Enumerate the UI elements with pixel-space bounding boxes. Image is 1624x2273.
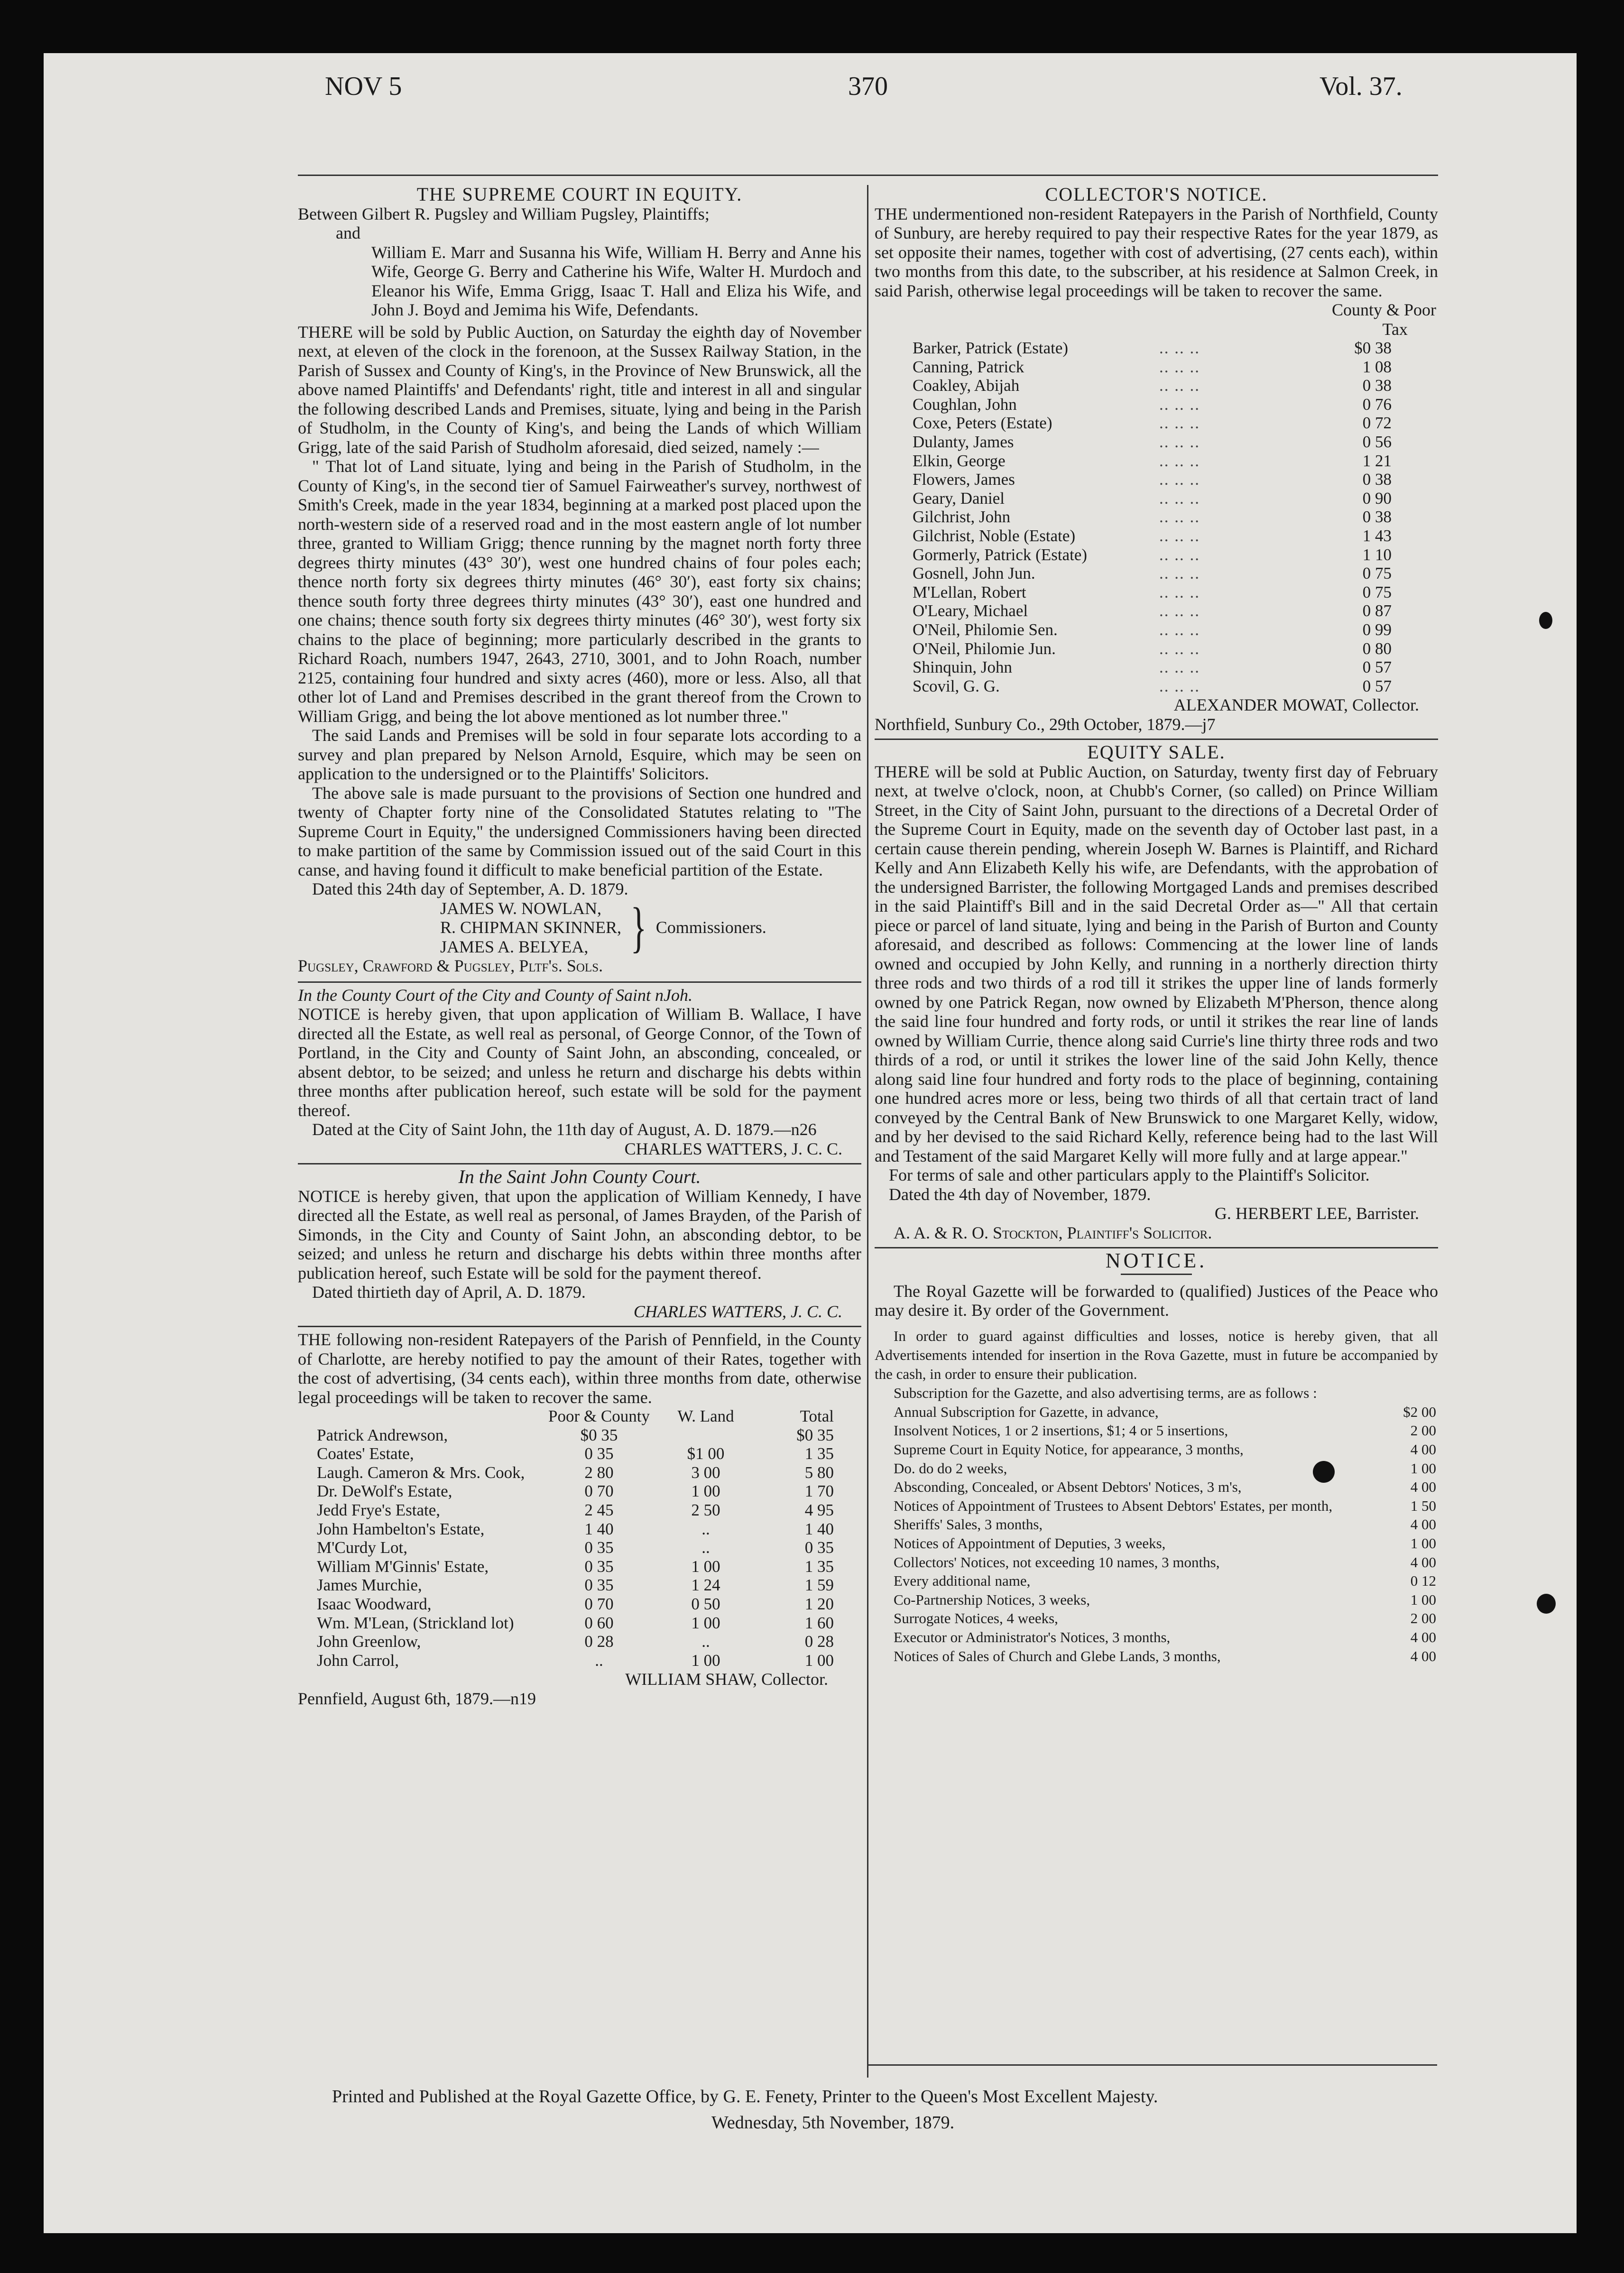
total-amount: 4 95 bbox=[804, 1500, 834, 1519]
section-rule bbox=[875, 739, 1438, 740]
poor-county-amount: 0 35 bbox=[584, 1576, 614, 1595]
tax-amount: 0 56 bbox=[1362, 432, 1392, 451]
ratepayer-name: O'Neil, Philomie Sen. bbox=[913, 620, 1058, 639]
leader-dots: .. .. .. bbox=[1159, 564, 1200, 583]
rate-price: 4 00 bbox=[1410, 1516, 1436, 1533]
table-row bbox=[317, 1520, 843, 1539]
equity-sale-title: EQUITY SALE. bbox=[1087, 741, 1226, 763]
ratepayer-name: James Murchie, bbox=[317, 1576, 422, 1595]
total-amount: 1 59 bbox=[804, 1576, 834, 1595]
ink-blot bbox=[1313, 1461, 1335, 1483]
ink-blot bbox=[1537, 1594, 1556, 1614]
rate-price: 1 00 bbox=[1410, 1591, 1436, 1608]
tax-amount: $0 38 bbox=[1354, 339, 1392, 357]
supreme-court-para-1: THERE will be sold by Public Auction, on Saturday the eighth day of November next, at eleven of the clock in the forenoon, at the Sussex Railway Station, in the Parish of Sussex and County of King's, in the Province of New Brunswick, all the above named Plaintiffs' and Defendants' right, title and interest in all and singular the following described Lands and Premises, situate, lying and being in the Parish of Studholm, in the County of King's, and being the Lands of which William Grigg, late of the said Parish of Studholm aforesaid, died seized, namely :— bbox=[298, 322, 861, 457]
tax-amount: 0 90 bbox=[1362, 489, 1392, 508]
printer-footer: Printed and Published at the Royal Gazette Office, by G. E. Fenety, Printer to the Queen's Most Excellent Majesty. bbox=[332, 2087, 1158, 2107]
ratepayer-name: John Hambelton's Estate, bbox=[317, 1519, 485, 1538]
county-court-signature: CHARLES WATTERS, J. C. C. bbox=[624, 1139, 842, 1158]
equity-sale-barrister: G. HERBERT LEE, Barrister. bbox=[1214, 1204, 1419, 1223]
section-rule bbox=[875, 1247, 1438, 1248]
rate-row bbox=[894, 1403, 1438, 1422]
rate-row bbox=[894, 1628, 1438, 1647]
ratepayer-name: O'Leary, Michael bbox=[913, 601, 1028, 620]
rate-price: 4 00 bbox=[1410, 1553, 1436, 1571]
equity-sale-terms: For terms of sale and other particulars apply to the Plaintiff's Solicitor. bbox=[889, 1165, 1370, 1185]
ratepayer-name: Gosnell, John Jun. bbox=[913, 564, 1035, 583]
wland-amount: $1 00 bbox=[687, 1444, 725, 1463]
rate-row bbox=[894, 1421, 1438, 1440]
poor-county-amount: .. bbox=[595, 1651, 603, 1670]
saint-john-court-dated: Dated thirtieth day of April, A. D. 1879. bbox=[312, 1283, 586, 1302]
tax-amount: 0 99 bbox=[1362, 620, 1392, 639]
notice-para-3: Subscription for the Gazette, and also advertising terms, are as follows : bbox=[894, 1384, 1317, 1401]
rate-row bbox=[894, 1478, 1438, 1497]
right-column bbox=[875, 185, 1438, 1665]
supreme-court-dated: Dated this 24th day of September, A. D. 1879. bbox=[312, 879, 628, 898]
leader-dots: .. .. .. bbox=[1159, 676, 1200, 695]
rate-label: Insolvent Notices, 1 or 2 insertions, $1; 4 or 5 insertions, bbox=[894, 1422, 1228, 1439]
saint-john-court-signature: CHARLES WATTERS, J. C. C. bbox=[633, 1302, 842, 1321]
supreme-court-para-2: " That lot of Land situate, lying and being in the Parish of Studholm, in the County of King's, in the second tier of Samuel Fairweather's survey, northwest of Smith's Creek, made in the year 1834, beginning at a marked post placed upon the north-western side of a reserved road and in the most eastern angle of lot number three, granted to William Grigg; thence running by the magnet north forty three degrees thirty minutes (43° 30′), west one hundred chains of four poles each; thence north forty six degrees thirty minutes (46° 30′), east forty six chains; thence south forty three degrees thirty minutes (43° 30′), east one hundred and one chains; thence south forty six degrees thirty minutes (46° 30′), west forty six chains to the place of beginning; more particularly described in the grants to Richard Roach, numbers 1947, 2643, 2710, 3001, and to John Roach, number 2125, containing four hundred and sixty acres (460), more or less. Also, all that other lot of Land and Premises described in the grant thereof from the Crown to William Grigg, and being the lot above mentioned as lot number three." bbox=[298, 457, 861, 726]
brace: } bbox=[630, 896, 647, 959]
rate-label: Co-Partnership Notices, 3 weeks, bbox=[894, 1591, 1090, 1608]
rate-price: 4 00 bbox=[1410, 1647, 1436, 1664]
supreme-court-between: Between Gilbert R. Pugsley and William Pugsley, Plaintiffs; bbox=[298, 204, 710, 223]
total-amount: 5 80 bbox=[804, 1463, 834, 1482]
rate-label: Absconding, Concealed, or Absent Debtors' Notices, 3 m's, bbox=[894, 1478, 1242, 1496]
wland-amount: .. bbox=[701, 1519, 710, 1538]
poor-county-amount: 0 35 bbox=[584, 1538, 614, 1557]
poor-county-amount: 2 45 bbox=[584, 1500, 614, 1519]
rate-row bbox=[894, 1459, 1438, 1478]
leader-dots: .. .. .. bbox=[1159, 414, 1200, 433]
table-row bbox=[317, 1482, 843, 1501]
notice-title-rule bbox=[1121, 1274, 1192, 1275]
total-amount: 1 00 bbox=[804, 1651, 834, 1670]
poor-county-amount: 2 80 bbox=[584, 1463, 614, 1482]
leader-dots: .. .. .. bbox=[1159, 582, 1200, 601]
collector-notice-intro: THE undermentioned non-resident Ratepayers in the Parish of Northfield, County of Sunbury, are hereby required to pay their respective Rates for the year 1879, as set opposite their names, together with cost of advertising, (27 cents each), within two months from this date, to the subscriber, at his residence at Salmon Creek, in said Parish, otherwise legal proceedings will be taken to recover the same. bbox=[875, 204, 1438, 300]
table-row bbox=[913, 376, 1406, 395]
leader-dots: .. .. .. bbox=[1159, 451, 1200, 470]
table-row bbox=[913, 545, 1406, 564]
table-row bbox=[317, 1426, 843, 1445]
saint-john-court-title: In the Saint John County Court. bbox=[458, 1166, 701, 1187]
table-row bbox=[913, 620, 1406, 639]
rate-price: 2 00 bbox=[1410, 1610, 1436, 1627]
pennfield-col-poor-county: Poor & County bbox=[548, 1407, 650, 1425]
ratepayer-name: John Carrol, bbox=[317, 1651, 399, 1670]
ratepayer-name: Barker, Patrick (Estate) bbox=[913, 339, 1069, 357]
ratepayer-name: Isaac Woodward, bbox=[317, 1594, 432, 1613]
ratepayer-name: Dr. DeWolf's Estate, bbox=[317, 1482, 452, 1501]
tax-amount: 0 57 bbox=[1362, 676, 1392, 695]
table-row bbox=[317, 1651, 843, 1670]
ratepayer-name: Jedd Frye's Estate, bbox=[317, 1500, 441, 1519]
total-amount: 1 70 bbox=[804, 1482, 834, 1501]
total-amount: 1 35 bbox=[804, 1444, 834, 1463]
supreme-court-para-4: The above sale is made pursuant to the provisions of Section one hundred and twenty of Chapter forty nine of the Consolidated Statutes relating to "The Supreme Court in Equity," the undersigned Commissioners having been directed to make partition of the same by Commission issued out of the said Court in this canse, and having found it difficult to make beneficial partition of the Estate. bbox=[298, 783, 861, 879]
leader-dots: .. .. .. bbox=[1159, 357, 1200, 376]
ratepayer-name: William M'Ginnis' Estate, bbox=[317, 1557, 489, 1576]
supreme-court-defendants: William E. Marr and Susanna his Wife, William H. Berry and Anne his Wife, George G. Berry and Catherine his Wife, Walter H. Murdoch and Eleanor his Wife, Emma Grigg, Isaac T. Hall and Eliza his Wife, and John J. Boyd and Jemima his Wife, Defendants. bbox=[371, 242, 861, 319]
ratepayer-name: Coates' Estate, bbox=[317, 1444, 414, 1463]
ratepayer-name: Scovil, G. G. bbox=[913, 676, 1000, 695]
leader-dots: .. .. .. bbox=[1159, 395, 1200, 414]
ratepayer-name: M'Lellan, Robert bbox=[913, 582, 1026, 601]
poor-county-amount: 0 28 bbox=[584, 1632, 614, 1651]
collector-signature: ALEXANDER MOWAT, Collector. bbox=[1173, 695, 1419, 715]
rates-table bbox=[894, 1403, 1438, 1665]
poor-county-amount: 0 70 bbox=[584, 1482, 614, 1501]
leader-dots: .. .. .. bbox=[1159, 601, 1200, 620]
rate-price: 4 00 bbox=[1410, 1628, 1436, 1645]
rate-row bbox=[894, 1497, 1438, 1515]
rate-price: 2 00 bbox=[1410, 1422, 1436, 1439]
county-court-dated: Dated at the City of Saint John, the 11th day of August, A. D. 1879.—n26 bbox=[312, 1120, 817, 1139]
pennfield-table bbox=[317, 1407, 843, 1670]
header-rule bbox=[298, 175, 1438, 176]
left-column bbox=[298, 185, 861, 1708]
rate-label: Notices of Appointment of Trustees to Absent Debtors' Estates, per month, bbox=[894, 1497, 1333, 1514]
ratepayer-name: Gilchrist, Noble (Estate) bbox=[913, 526, 1076, 545]
rate-label: Sheriffs' Sales, 3 months, bbox=[894, 1516, 1043, 1533]
leader-dots: .. .. .. bbox=[1159, 376, 1200, 395]
table-row bbox=[913, 414, 1406, 433]
collector-table bbox=[913, 339, 1406, 695]
tax-amount: 0 38 bbox=[1362, 470, 1392, 489]
table-row bbox=[913, 452, 1406, 471]
ratepayer-name: Coxe, Peters (Estate) bbox=[913, 414, 1052, 433]
table-row bbox=[913, 489, 1406, 508]
table-row bbox=[317, 1444, 843, 1463]
notice-para-2: In order to guard against difficulties and losses, notice is hereby given, that all Advertisements intended for insertion in the Rova Gazette, must in future be accompanied by the cash, in order to ensure their publication. bbox=[875, 1327, 1438, 1382]
section-rule bbox=[298, 1326, 861, 1327]
pennfield-col-name bbox=[317, 1407, 540, 1426]
rate-label: Notices of Appointment of Deputies, 3 weeks, bbox=[894, 1534, 1166, 1552]
equity-sale-dated: Dated the 4th day of November, 1879. bbox=[889, 1184, 1151, 1204]
table-row bbox=[913, 470, 1406, 489]
equity-sale-body: THERE will be sold at Public Auction, on Saturday, twenty first day of February next, at twelve o'clock, noon, at Chubb's Corner, (so called) on Prince William Street, in the City of Saint John, pursuant to the directions of a Decretal Order of the Supreme Court in Equity, made on the seventh day of October last past, in a certain cause therein pending, wherein Joseph W. Barnes is Plaintiff, and Richard Kelly and Ann Elizabeth Kelly his wife, are Defendants, with the approbation of the undersigned Barrister, the following Mortgaged Lands and premises described in the said Plaintiff's Bill and in the said Decretal Order as—" All that certain piece or parcel of land situate, lying and being in the Parish of Burton and County aforesaid, and described as follows: Commencing at the lower line of lands owned and occupied by John Kelly, and running in a northerly direction thirty three rods and two thirds of a rod till it strikes the upper line of lands formerly owned by one Patrick Regan, now owned by Elizabeth M'Pherson, thence along the said line four hundred and forty rods, or until it strikes the rear line of lands owned by William Currie, thence along said Currie's line thirty three rods and two thirds of a rod, or until it strikes the lower line of the said John Kelly, thence along said line four hundred and forty rods to the place of beginning, containing one hundred acres more or less, being two thirds of all that certain tract of land conveyed by the Central Bank of New Brunswick to one Margaret Kelly, widow, and by her devised to the said Richard Kelly, reference being had to the last Will and Testament of the said Margaret Kelly will more fully and at large appear." bbox=[875, 762, 1438, 1165]
table-row bbox=[913, 508, 1406, 527]
rate-price: 1 50 bbox=[1410, 1497, 1436, 1514]
section-rule bbox=[298, 1163, 861, 1164]
tax-amount: 0 75 bbox=[1362, 582, 1392, 601]
pennfield-collector: WILLIAM SHAW, Collector. bbox=[625, 1670, 828, 1689]
tax-amount: 0 38 bbox=[1362, 376, 1392, 395]
county-court-body: NOTICE is hereby given, that upon application of William B. Wallace, I have directed all the Estate, as well real as personal, of George Connor, of the Town of Portland, in the City and County of Saint John, an absconding, concealed, or absent debtor, to be seized; and unless he return and discharge his debts within three months after publication hereof, such estate will be sold for the payment thereof. bbox=[298, 1005, 861, 1120]
table-row bbox=[913, 583, 1406, 602]
leader-dots: .. .. .. bbox=[1159, 489, 1200, 508]
ratepayer-name: Laugh. Cameron & Mrs. Cook, bbox=[317, 1463, 525, 1482]
total-amount: 1 40 bbox=[804, 1519, 834, 1538]
rate-row bbox=[894, 1571, 1438, 1590]
poor-county-amount: 0 60 bbox=[584, 1613, 614, 1632]
rate-price: 1 00 bbox=[1410, 1460, 1436, 1477]
rate-label: Every additional name, bbox=[894, 1572, 1031, 1589]
table-row bbox=[913, 639, 1406, 658]
tax-amount: 1 08 bbox=[1362, 357, 1392, 376]
ratepayer-name: Flowers, James bbox=[913, 470, 1015, 489]
leader-dots: .. .. .. bbox=[1159, 470, 1200, 489]
table-row bbox=[913, 433, 1406, 452]
header-date: NOV 5 bbox=[325, 72, 402, 101]
tax-amount: 0 72 bbox=[1362, 414, 1392, 433]
ratepayer-name: Elkin, George bbox=[913, 451, 1006, 470]
ratepayer-name: Dulanty, James bbox=[913, 432, 1014, 451]
rate-price: 0 12 bbox=[1410, 1572, 1436, 1589]
leader-dots: .. .. .. bbox=[1159, 658, 1200, 677]
table-row bbox=[317, 1632, 843, 1651]
tax-amount: 1 21 bbox=[1362, 451, 1392, 470]
table-row bbox=[913, 527, 1406, 545]
total-amount: 0 28 bbox=[804, 1632, 834, 1651]
leader-dots: .. .. .. bbox=[1159, 545, 1200, 564]
tax-amount: 0 87 bbox=[1362, 601, 1392, 620]
saint-john-court-body: NOTICE is hereby given, that upon the application of William Kennedy, I have directed all the Estate, as well real as personal, of James Brayden, of the Parish of Simonds, in the City and County of Saint John, an absconding debtor, to be seized; and unless he return and discharge his debts within three months after publication hereof, such Estate will be sold for the payment thereof. bbox=[298, 1186, 861, 1283]
commissioner-name: JAMES W. NOWLAN, bbox=[440, 898, 602, 918]
printer-footer-date: Wednesday, 5th November, 1879. bbox=[711, 2113, 955, 2133]
column-divider bbox=[867, 185, 868, 2078]
rate-label: Executor or Administrator's Notices, 3 months, bbox=[894, 1628, 1171, 1645]
ratepayer-name: Gilchrist, John bbox=[913, 508, 1011, 527]
table-row bbox=[913, 358, 1406, 377]
wland-amount: 2 50 bbox=[691, 1500, 720, 1519]
rate-price: $2 00 bbox=[1403, 1403, 1436, 1420]
commissioners-label: Commissioners. bbox=[655, 918, 766, 937]
leader-dots: .. .. .. bbox=[1159, 526, 1200, 545]
supreme-court-and: and bbox=[336, 223, 360, 242]
tax-amount: 0 76 bbox=[1362, 395, 1392, 414]
rate-label: Do. do do 2 weeks, bbox=[894, 1460, 1007, 1477]
poor-county-amount: 0 35 bbox=[584, 1557, 614, 1576]
notice-para-1: The Royal Gazette will be forwarded to (qualified) Justices of the Peace who may desire it. By order of the Government. bbox=[875, 1281, 1438, 1320]
rate-price: 4 00 bbox=[1410, 1441, 1436, 1458]
table-row bbox=[913, 395, 1406, 414]
wland-amount: 1 00 bbox=[691, 1482, 720, 1501]
rate-row bbox=[894, 1440, 1438, 1459]
collector-footer: Northfield, Sunbury Co., 29th October, 1879.—j7 bbox=[875, 714, 1216, 734]
table-row bbox=[317, 1595, 843, 1614]
equity-sale-solicitor: A. A. & R. O. Stockton, Plaintiff's Solicitor. bbox=[894, 1223, 1212, 1242]
solicitors-line: Pugsley, Crawford & Pugsley, Pltf's. Sols. bbox=[298, 956, 603, 975]
rate-price: 4 00 bbox=[1410, 1478, 1436, 1496]
tax-header-line-2: Tax bbox=[1382, 319, 1408, 339]
ratepayer-name: Gormerly, Patrick (Estate) bbox=[913, 545, 1088, 564]
rate-row bbox=[894, 1609, 1438, 1628]
leader-dots: .. .. .. bbox=[1159, 620, 1200, 639]
leader-dots: .. .. .. bbox=[1159, 639, 1200, 658]
leader-dots: .. .. .. bbox=[1159, 432, 1200, 451]
poor-county-amount: 0 70 bbox=[584, 1594, 614, 1613]
total-amount: 0 35 bbox=[804, 1538, 834, 1557]
county-court-title: In the County Court of the City and County of Saint nJoh. bbox=[298, 985, 692, 1005]
supreme-court-title: THE SUPREME COURT IN EQUITY. bbox=[416, 184, 743, 205]
poor-county-amount: 1 40 bbox=[584, 1519, 614, 1538]
wland-amount: 1 00 bbox=[691, 1613, 720, 1632]
ratepayer-name: Canning, Patrick bbox=[913, 357, 1024, 376]
rate-price: 1 00 bbox=[1410, 1534, 1436, 1552]
ratepayer-name: Coughlan, John bbox=[913, 395, 1017, 414]
poor-county-amount: $0 35 bbox=[580, 1425, 618, 1444]
total-amount: 1 35 bbox=[804, 1557, 834, 1576]
ink-blot bbox=[1539, 612, 1552, 629]
tax-amount: 0 75 bbox=[1362, 564, 1392, 583]
rate-label: Surrogate Notices, 4 weeks, bbox=[894, 1610, 1058, 1627]
wland-amount: 3 00 bbox=[691, 1463, 720, 1482]
header-page-number: 370 bbox=[848, 72, 888, 101]
rate-label: Annual Subscription for Gazette, in advance, bbox=[894, 1403, 1159, 1420]
wland-amount: 1 24 bbox=[691, 1576, 720, 1595]
pennfield-intro: THE following non-resident Ratepayers of the Parish of Pennfield, in the County of Charlotte, are hereby notified to pay the amount of their Rates, together with the cost of advertising, (34 cents each), within three months from date, otherwise legal proceedings will be taken to recover the same. bbox=[298, 1330, 861, 1407]
table-row bbox=[317, 1576, 843, 1595]
ratepayer-name: Geary, Daniel bbox=[913, 489, 1005, 508]
ratepayer-name: Shinquin, John bbox=[913, 658, 1013, 677]
pennfield-footer: Pennfield, August 6th, 1879.—n19 bbox=[298, 1689, 536, 1708]
rate-row bbox=[894, 1515, 1438, 1534]
leader-dots: .. .. .. bbox=[1159, 339, 1200, 357]
pennfield-col-wland: W. Land bbox=[677, 1407, 734, 1425]
commissioner-name: JAMES A. BELYEA, bbox=[440, 937, 589, 956]
ratepayer-name: M'Curdy Lot, bbox=[317, 1538, 408, 1557]
commissioners-block bbox=[298, 896, 861, 959]
ratepayer-name: Coakley, Abijah bbox=[913, 376, 1020, 395]
table-row bbox=[317, 1614, 843, 1633]
rate-label: Collectors' Notices, not exceeding 10 names, 3 months, bbox=[894, 1553, 1220, 1571]
tax-amount: 1 10 bbox=[1362, 545, 1392, 564]
table-row bbox=[913, 564, 1406, 583]
ratepayer-name: John Greenlow, bbox=[317, 1632, 421, 1651]
tax-header-line-1: County & Poor bbox=[1331, 300, 1436, 319]
section-rule bbox=[298, 981, 861, 983]
rate-label: Supreme Court in Equity Notice, for appearance, 3 months, bbox=[894, 1441, 1244, 1458]
table-row bbox=[317, 1538, 843, 1557]
wland-amount: 1 00 bbox=[691, 1557, 720, 1576]
total-amount: 1 20 bbox=[804, 1594, 834, 1613]
wland-amount: .. bbox=[701, 1538, 710, 1557]
wland-amount: .. bbox=[701, 1632, 710, 1651]
commissioner-name: R. CHIPMAN SKINNER, bbox=[440, 918, 622, 937]
table-row bbox=[317, 1463, 843, 1482]
ratepayer-name: Wm. M'Lean, (Strickland lot) bbox=[317, 1613, 514, 1632]
total-amount: 1 60 bbox=[804, 1613, 834, 1632]
table-row bbox=[317, 1557, 843, 1576]
table-row bbox=[913, 601, 1406, 620]
table-row bbox=[913, 339, 1406, 358]
rate-row bbox=[894, 1647, 1438, 1666]
collector-notice-title: COLLECTOR'S NOTICE. bbox=[1045, 184, 1268, 205]
table-row bbox=[913, 658, 1406, 677]
column-bottom-rule bbox=[868, 2064, 1437, 2066]
ratepayer-name: O'Neil, Philomie Jun. bbox=[913, 639, 1056, 658]
header-volume: Vol. 37. bbox=[1320, 72, 1403, 101]
supreme-court-para-3: The said Lands and Premises will be sold in four separate lots according to a survey and plan prepared by Nelson Arnold, Esquire, which may be seen on application to the undersigned or to the Plaintiffs' Solicitors. bbox=[298, 726, 861, 783]
total-amount: $0 35 bbox=[796, 1425, 834, 1444]
rate-row bbox=[894, 1534, 1438, 1553]
tax-amount: 1 43 bbox=[1362, 526, 1392, 545]
poor-county-amount: 0 35 bbox=[584, 1444, 614, 1463]
wland-amount bbox=[658, 1426, 753, 1445]
tax-header bbox=[875, 300, 1438, 339]
table-row bbox=[913, 677, 1406, 696]
tax-amount: 0 80 bbox=[1362, 639, 1392, 658]
wland-amount: 0 50 bbox=[691, 1594, 720, 1613]
table-row bbox=[317, 1501, 843, 1520]
tax-amount: 0 38 bbox=[1362, 508, 1392, 527]
rate-row bbox=[894, 1553, 1438, 1572]
tax-amount: 0 57 bbox=[1362, 658, 1392, 677]
ratepayer-name: Patrick Andrewson, bbox=[317, 1425, 448, 1444]
wland-amount: 1 00 bbox=[691, 1651, 720, 1670]
rate-row bbox=[894, 1590, 1438, 1609]
pennfield-col-total: Total bbox=[800, 1407, 834, 1425]
notice-title: NOTICE. bbox=[1105, 1249, 1208, 1273]
leader-dots: .. .. .. bbox=[1159, 508, 1200, 527]
rate-label: Notices of Sales of Church and Glebe Lands, 3 months, bbox=[894, 1647, 1221, 1664]
